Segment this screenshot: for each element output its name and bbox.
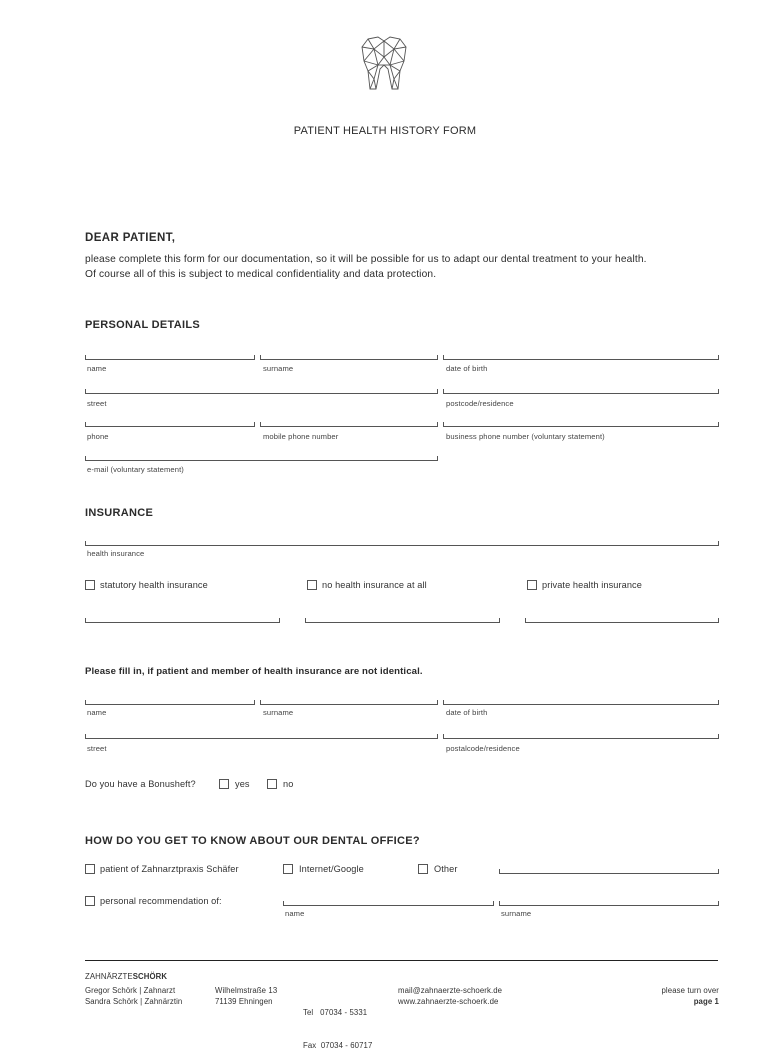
form-title: PATIENT HEALTH HISTORY FORM xyxy=(293,125,477,137)
bonusheft-yes-checkbox[interactable] xyxy=(219,779,229,789)
street-field[interactable] xyxy=(85,389,438,394)
footer-web-link[interactable]: www.zahnaerzte-schoerk.de xyxy=(398,997,499,1006)
member-surname-label: surname xyxy=(263,708,294,717)
member-street-field[interactable] xyxy=(85,734,438,739)
statutory-detail-field[interactable] xyxy=(85,618,280,623)
member-dob-label: date of birth xyxy=(446,708,488,717)
private-label: private health insurance xyxy=(542,580,642,590)
recommendation-surname-label: surname xyxy=(501,909,532,918)
private-detail-field[interactable] xyxy=(525,618,719,623)
mobile-field[interactable] xyxy=(260,422,438,427)
brand-bold: SCHÖRK xyxy=(132,972,168,981)
footer-mail-link[interactable]: mail@zahnaerzte-schoerk.de xyxy=(398,986,503,995)
page-number: page 1 xyxy=(693,997,719,1006)
email-field[interactable] xyxy=(85,456,438,461)
business-phone-label: business phone number (voluntary statement) xyxy=(446,432,605,441)
turn-over-note: please turn over xyxy=(661,986,719,995)
no-insurance-checkbox[interactable] xyxy=(307,580,317,590)
greeting: DEAR PATIENT, xyxy=(85,232,176,244)
surname-label: surname xyxy=(263,364,294,373)
bonusheft-yes-label: yes xyxy=(235,779,250,789)
no-insurance-detail-field[interactable] xyxy=(305,618,500,623)
name-field[interactable] xyxy=(85,355,255,360)
statutory-label: statutory health insurance xyxy=(100,580,208,590)
business-phone-field[interactable] xyxy=(443,422,719,427)
patient-of-label: patient of Zahnarztpraxis Schäfer xyxy=(100,864,239,874)
footer-brand xyxy=(85,971,167,982)
phone-label: phone xyxy=(87,432,109,441)
intro-line-2: Of course all of this is subject to medical confidentiality and data protection. xyxy=(85,268,437,280)
other-checkbox[interactable] xyxy=(418,864,428,874)
private-checkbox[interactable] xyxy=(527,580,537,590)
internet-label: Internet/Google xyxy=(299,864,364,874)
footer-page-info xyxy=(600,985,719,1007)
footer-persons xyxy=(85,985,182,1007)
member-street-label: street xyxy=(87,744,107,753)
bonusheft-no-checkbox[interactable] xyxy=(267,779,277,789)
footer-address xyxy=(215,985,277,1007)
dental-office-heading: HOW DO YOU GET TO KNOW ABOUT OUR DENTAL OFFICE? xyxy=(85,835,420,847)
internet-checkbox[interactable] xyxy=(283,864,293,874)
health-insurance-field[interactable] xyxy=(85,541,719,546)
member-name-field[interactable] xyxy=(85,700,255,705)
patient-of-checkbox[interactable] xyxy=(85,864,95,874)
footer-address-1: Wilhelmstraße 13 xyxy=(215,986,278,995)
member-dob-field[interactable] xyxy=(443,700,719,705)
other-label: Other xyxy=(434,864,458,874)
member-postal-label: postalcode/residence xyxy=(446,744,520,753)
bonusheft-no-label: no xyxy=(283,779,294,789)
recommendation-checkbox[interactable] xyxy=(85,896,95,906)
footer-person-1: Gregor Schörk | Zahnarzt xyxy=(85,986,176,995)
recommendation-name-label: name xyxy=(285,909,305,918)
bonusheft-question: Do you have a Bonusheft? xyxy=(85,779,196,789)
insurance-heading: INSURANCE xyxy=(85,507,154,519)
phone-field[interactable] xyxy=(85,422,255,427)
surname-field[interactable] xyxy=(260,355,438,360)
member-note: Please fill in, if patient and member of health insurance are not identical. xyxy=(85,666,423,677)
date-of-birth-field[interactable] xyxy=(443,355,719,360)
footer-person-2: Sandra Schörk | Zahnärztin xyxy=(85,997,183,1006)
tooth-icon xyxy=(358,35,410,93)
footer-contact xyxy=(398,985,502,1007)
name-label: name xyxy=(87,364,107,373)
intro-line-1: please complete this form for our documentation, so it will be possible for us to adapt our dental treatment to your health. xyxy=(85,254,647,265)
member-postal-field[interactable] xyxy=(443,734,719,739)
recommendation-surname-field[interactable] xyxy=(499,901,719,906)
date-of-birth-label: date of birth xyxy=(446,364,488,373)
intro-text xyxy=(85,253,735,282)
personal-details-heading: PERSONAL DETAILS xyxy=(85,319,201,331)
postcode-label: postcode/residence xyxy=(446,399,514,408)
member-name-label: name xyxy=(87,708,107,717)
recommendation-name-field[interactable] xyxy=(283,901,494,906)
no-insurance-label: no health insurance at all xyxy=(322,580,427,590)
footer-divider xyxy=(85,960,718,961)
footer-address-2: 71139 Ehningen xyxy=(215,997,273,1006)
recommendation-label: personal recommendation of: xyxy=(100,896,222,906)
footer-tel: Tel 07034 - 5331 xyxy=(303,1008,368,1017)
other-field[interactable] xyxy=(499,869,719,874)
member-surname-field[interactable] xyxy=(260,700,438,705)
brand-light: ZAHNÄRZTE xyxy=(85,972,133,981)
mobile-label: mobile phone number xyxy=(263,432,339,441)
street-label: street xyxy=(87,399,107,408)
statutory-checkbox[interactable] xyxy=(85,580,95,590)
postcode-field[interactable] xyxy=(443,389,719,394)
health-insurance-label: health insurance xyxy=(87,549,145,558)
footer-fax: Fax 07034 - 60717 xyxy=(303,1041,373,1050)
email-label: e-mail (voluntary statement) xyxy=(87,465,184,474)
